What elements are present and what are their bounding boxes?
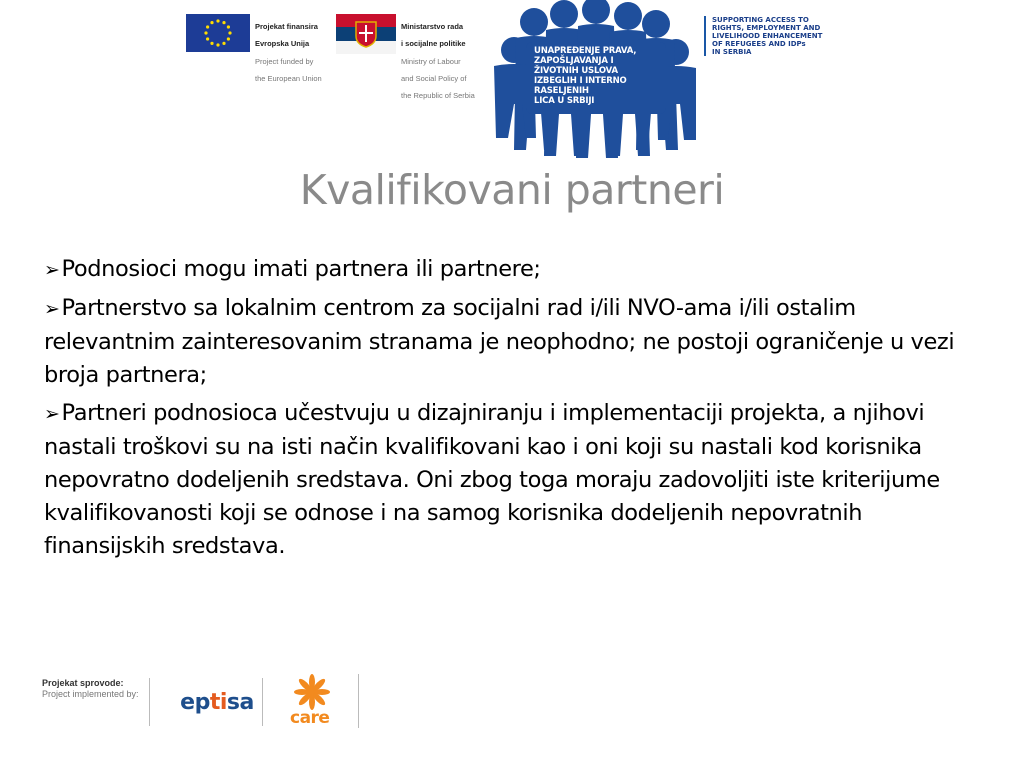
project-logo-text: UNAPREĐENJE PRAVA, ZAPOŠLJAVANJA I ŽIVOTNIH USLOVA IZBEGLIH I INTERNO RASELJENIH LICA U SRBIJI — [534, 46, 637, 106]
care-hands-icon — [276, 674, 358, 710]
eptisa-logo — [172, 678, 263, 726]
eptisa-text-part2: sa — [226, 689, 254, 715]
serbia-flag-icon — [336, 14, 396, 54]
project-caption-en: SUPPORTING ACCESS TO RIGHTS, EMPLOYMENT AND LIVELIHOOD ENHANCEMENT OF REFUGEES AND IDPs IN SERBIA — [704, 16, 842, 56]
eu-caption-line2: Evropska Unija — [255, 38, 310, 48]
bullet-text: Partnerstvo sa lokalnim centrom za socijalni rad i/ili NVO-ama i/ili ostalim relevantnim zainteresovanim stranama je neophodno; ne postoji ograničenje u vezi broja partnera; — [44, 295, 955, 388]
bullet-text: Partneri podnosioca učestvuju u dizajniranju i implementaciji projekta, a njihovi nastali troškovi su na isti način kvalifikovani kao i oni koji su nastali kod korisnika nepovratno dodeljenih sredstava. Oni zbog toga moraju zadovoljiti iste kriterijume kvalifikovanosti koji se odnose i na samog korisnika dodeljenih nepovratnih finansijskih sredstava. — [44, 400, 940, 559]
care-logo — [276, 674, 359, 728]
slide-title: Kvalifikovani partneri — [299, 166, 725, 214]
bullet-list — [44, 253, 974, 568]
implemented-label-en: Project implemented by: — [42, 689, 139, 699]
arrow-bullet-icon: ➢ — [44, 259, 60, 281]
arrow-bullet-icon: ➢ — [44, 298, 60, 320]
implemented-by-caption — [42, 678, 150, 726]
bullet-item — [44, 253, 974, 287]
ministry-caption-line5: the Republic of Serbia — [401, 90, 475, 100]
eu-flag-icon — [186, 14, 250, 52]
eu-logo — [186, 14, 322, 83]
eptisa-text-accent: ti — [209, 689, 227, 715]
bullet-item — [44, 397, 974, 563]
ministry-logo — [336, 14, 475, 100]
bullet-text: Podnosioci mogu imati partnera ili partnere; — [61, 256, 541, 282]
eu-caption-line1: Projekat finansira — [255, 21, 318, 31]
ministry-logo-caption — [401, 14, 475, 109]
ministry-caption-line1: Ministarstvo rada — [401, 21, 464, 31]
eu-caption-line3: Project funded by — [255, 56, 314, 66]
arrow-bullet-icon: ➢ — [44, 403, 60, 425]
eptisa-text-part1: ep — [180, 689, 210, 715]
implemented-label-sr: Projekat sprovode: — [42, 678, 124, 688]
bullet-item — [44, 292, 974, 392]
ministry-caption-line4: and Social Policy of — [401, 73, 467, 83]
eu-caption-line4: the European Union — [255, 73, 322, 83]
ministry-caption-line3: Ministry of Labour — [401, 56, 461, 66]
eu-logo-caption — [255, 14, 322, 92]
care-wordmark: care — [290, 708, 330, 728]
ministry-caption-line2: i socijalne politike — [401, 38, 466, 48]
